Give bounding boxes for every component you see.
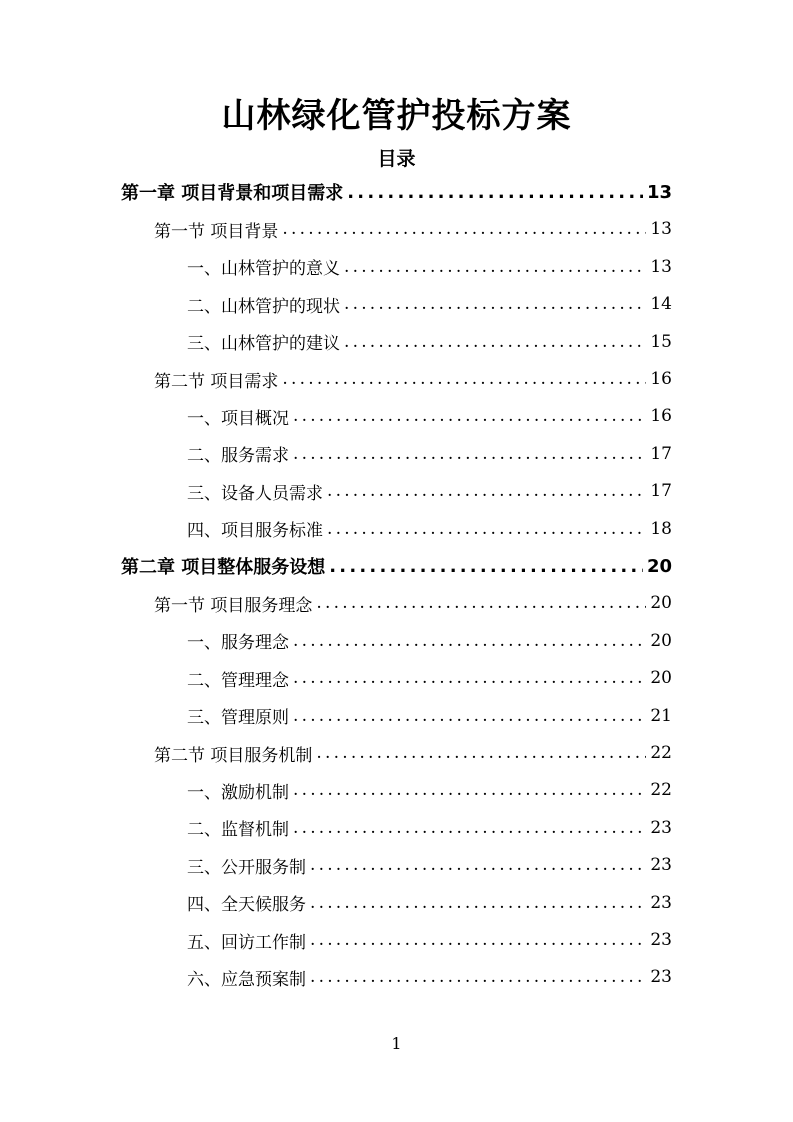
toc-dot-leader bbox=[282, 369, 646, 389]
toc-entry-page: 17 bbox=[650, 481, 672, 502]
toc-dot-leader bbox=[316, 743, 646, 763]
toc-entry-label: 三、山林管护的建议 bbox=[187, 334, 340, 355]
toc-entry-label: 五、回访工作制 bbox=[187, 932, 306, 953]
toc-entry-page: 20 bbox=[650, 630, 672, 651]
toc-entry-label: 一、项目概况 bbox=[187, 408, 289, 429]
toc-dot-leader bbox=[282, 219, 646, 239]
toc-entry-label: 一、服务理念 bbox=[187, 633, 289, 654]
toc-entry-page: 23 bbox=[650, 892, 672, 913]
toc-entry-page: 16 bbox=[650, 369, 672, 389]
toc-entry-page: 23 bbox=[650, 967, 672, 988]
toc-subsection-entry[interactable] bbox=[187, 812, 672, 844]
toc-entry-page: 23 bbox=[650, 817, 672, 838]
toc-entry-page: 23 bbox=[650, 855, 672, 876]
toc-subsection-entry[interactable] bbox=[187, 400, 672, 432]
toc-dot-leader bbox=[293, 631, 646, 651]
toc-entry-label: 二、监督机制 bbox=[187, 820, 289, 841]
toc-entry-label: 四、项目服务标准 bbox=[187, 521, 323, 542]
toc-dot-leader bbox=[293, 706, 646, 726]
toc-entry-page: 18 bbox=[650, 518, 672, 539]
toc-entry-label: 第二章 项目整体服务设想 bbox=[121, 557, 326, 578]
toc-entry-label: 四、全天候服务 bbox=[187, 895, 306, 916]
toc-subsection-entry[interactable] bbox=[187, 326, 672, 358]
document-title: 山林绿化管护投标方案 bbox=[221, 96, 572, 136]
toc-section-entry[interactable] bbox=[154, 213, 672, 245]
toc-entry-page: 22 bbox=[650, 780, 672, 801]
toc-dot-leader bbox=[347, 182, 643, 203]
toc-subsection-entry[interactable] bbox=[187, 887, 672, 919]
toc-dot-leader bbox=[293, 406, 646, 426]
toc-entry-label: 二、管理理念 bbox=[187, 670, 289, 691]
toc-dot-leader bbox=[344, 294, 646, 314]
toc-dot-leader bbox=[316, 593, 646, 613]
toc-dot-leader bbox=[293, 668, 646, 688]
toc-dot-leader bbox=[329, 556, 643, 577]
toc-dot-leader bbox=[293, 444, 646, 464]
toc-subsection-entry[interactable] bbox=[187, 700, 672, 732]
toc-section-entry[interactable] bbox=[154, 737, 672, 769]
toc-entry-page: 21 bbox=[650, 705, 672, 726]
toc-chapter-entry[interactable] bbox=[121, 176, 672, 208]
toc-dot-leader bbox=[293, 780, 646, 800]
toc-entry-label: 二、山林管护的现状 bbox=[187, 296, 340, 317]
page-number: 1 bbox=[391, 1034, 402, 1053]
toc-subsection-entry[interactable] bbox=[187, 625, 672, 657]
toc-entry-page: 13 bbox=[650, 219, 672, 240]
toc-section-entry[interactable] bbox=[154, 363, 672, 395]
toc-section-entry[interactable] bbox=[154, 587, 672, 619]
toc-subsection-entry[interactable] bbox=[187, 475, 672, 507]
toc-entry-label: 一、激励机制 bbox=[187, 782, 289, 803]
toc-entry-page: 15 bbox=[650, 331, 672, 352]
toc-subsection-entry[interactable] bbox=[187, 924, 672, 956]
toc-dot-leader bbox=[310, 930, 646, 950]
toc-entry-page: 20 bbox=[650, 593, 672, 614]
toc-subsection-entry[interactable] bbox=[187, 438, 672, 470]
toc-entry-page: 22 bbox=[650, 743, 672, 763]
toc-entry-label: 第一节 项目背景 bbox=[154, 221, 279, 242]
toc-entry-label: 二、服务需求 bbox=[187, 446, 289, 467]
toc-subsection-entry[interactable] bbox=[187, 662, 672, 694]
toc-dot-leader bbox=[310, 855, 646, 875]
toc-subsection-entry[interactable] bbox=[187, 774, 672, 806]
toc-entry-page: 17 bbox=[650, 443, 672, 464]
toc-entry-label: 六、应急预案制 bbox=[187, 969, 306, 990]
toc-dot-leader bbox=[327, 519, 646, 539]
toc-subsection-entry[interactable] bbox=[187, 849, 672, 881]
toc-entry-label: 三、管理原则 bbox=[187, 708, 289, 729]
toc-entry-label: 一、山林管护的意义 bbox=[187, 259, 340, 280]
toc-dot-leader bbox=[293, 818, 646, 838]
toc-entry-label: 第二节 项目需求 bbox=[154, 371, 279, 392]
toc-chapter-entry[interactable] bbox=[121, 550, 672, 582]
toc-entry-label: 三、设备人员需求 bbox=[187, 483, 323, 504]
toc-dot-leader bbox=[310, 967, 646, 987]
toc-subsection-entry[interactable] bbox=[187, 961, 672, 993]
toc-dot-leader bbox=[327, 481, 646, 501]
toc-heading: 目录 bbox=[377, 148, 416, 170]
toc-entry-label: 第一节 项目服务理念 bbox=[154, 595, 313, 616]
toc-entry-page: 16 bbox=[650, 406, 672, 427]
toc-dot-leader bbox=[344, 332, 646, 352]
toc-entry-page: 13 bbox=[650, 256, 672, 277]
toc-entry-page: 20 bbox=[646, 555, 672, 577]
toc-subsection-entry[interactable] bbox=[187, 513, 672, 545]
toc-entry-page: 23 bbox=[650, 930, 672, 950]
toc-entry-page: 13 bbox=[646, 181, 672, 203]
toc-dot-leader bbox=[310, 893, 646, 913]
toc-dot-leader bbox=[344, 257, 646, 277]
toc-subsection-entry[interactable] bbox=[187, 288, 672, 320]
toc-entry-label: 第二节 项目服务机制 bbox=[154, 745, 313, 766]
toc-entry-label: 第一章 项目背景和项目需求 bbox=[121, 183, 344, 204]
toc-entry-page: 20 bbox=[650, 668, 672, 689]
toc-entry-label: 三、公开服务制 bbox=[187, 857, 306, 878]
toc-entry-page: 14 bbox=[650, 294, 672, 315]
toc-subsection-entry[interactable] bbox=[187, 251, 672, 283]
